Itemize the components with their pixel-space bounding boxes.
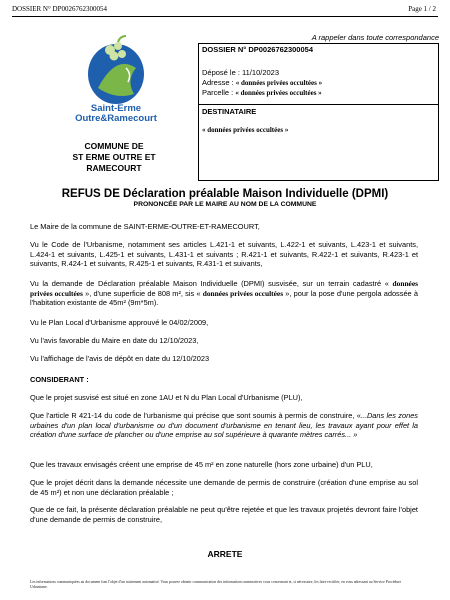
considerant-article: [30, 411, 418, 440]
adresse-value: « données privées occultées »: [235, 79, 323, 87]
logo-name-line2: Outre&Ramecourt: [75, 113, 157, 124]
adresse-label: Adresse :: [202, 78, 236, 87]
header-page-number: Page 1 / 2: [408, 5, 436, 13]
parcelle-value: « données privées occultées »: [235, 89, 322, 97]
paragraph-maire: Le Maire de la commune de SAINT-ERME-OUTRE-ET-RAMECOURT,: [30, 222, 260, 231]
paragraph-avis-maire: Vu l'avis favorable du Maire en date du 12/10/2023,: [30, 336, 199, 345]
demande-redacted-2: données privées occultées: [202, 288, 284, 298]
demande-text-c: », d'une superficie de 808 m², sis «: [82, 288, 203, 298]
header-dossier-number: DOSSIER N° DP0026762300054: [12, 5, 107, 13]
commune-line2: ST ERME OUTRE ET: [72, 152, 156, 162]
destinataire-value: [202, 125, 288, 134]
box-parcelle: [202, 88, 322, 97]
box-dossier-number: DOSSIER N° DP0026762300054: [202, 45, 313, 54]
considerant-rejet: Que de ce fait, la présente déclaration préalable ne peut qu'être rejetée et que les travaux projetés devront faire l'objet d'une demande de permis de construire,: [30, 505, 418, 524]
paragraph-plu: Vu le Plan Local d'Urbanisme approuvé le 04/02/2009,: [30, 318, 209, 327]
article-quote: Dans les zones urbaines d'un plan local d'urbanisme ou d'un document d'urbanisme en tenant lieu, les travaux ayant pour effet la création d'une surface de plancher ou d'une emprise au sol supérieure à quarante mètres carrés... »: [30, 411, 418, 440]
header-divider: [12, 16, 438, 17]
paragraph-code-urbanisme: Vu le Code de l'Urbanisme, notamment ses articles L.421-1 et suivants, L.422-1 et suivants, L.423-1 et suivants, L.424-1 et suivants, L.425-1 et suivants, L.431-1 et suivants ; R.421-1 et suivants, R.422-1 et suivants, R.423-1 et suivants, R.424-1 et suivants, R.425-1 et suivants, R.431-1 et suivants,: [30, 240, 418, 269]
parcelle-label: Parcelle :: [202, 88, 236, 97]
article-text: Que l'article R 421-14 du code de l'urbanisme qui précise que sont soumis à permis de construire, «...: [30, 411, 367, 420]
box-adresse: [202, 78, 322, 87]
footer-notice: Les informations communiquées au document font l'objet d'un traitement automatisé. Vous pouvez obtenir communication des informations nominatives vous concernant et, si nécessaire, les faire rectifier, en vous adressant au Service Procédure Urbanisme.: [30, 580, 402, 589]
destinataire-label: DESTINATAIRE: [202, 107, 257, 116]
paragraph-affichage: Vu l'affichage de l'avis de dépôt en date du 12/10/2023: [30, 354, 210, 363]
demande-redacted-1: données privées occultées: [30, 279, 418, 298]
destinataire-value-text: « données privées occultées »: [202, 126, 289, 134]
demande-text-e: », pour la pose d'une pergola adossée à l'habitation existante de 45m² (9m*5m).: [30, 288, 418, 308]
demande-text-a: Vu la demande de Déclaration préalable Maison Individuelle (DPMI) susvisée, sur un terrain cadastré «: [30, 279, 393, 288]
arrete-heading: ARRETE: [207, 549, 243, 559]
logo-name-line1: Saint-Erme: [90, 103, 142, 114]
considerant-emprise: Que les travaux envisagés créent une emprise de 45 m² en zone naturelle (hors zone urbaine) d'un PLU,: [30, 460, 373, 469]
document-subtitle: PRONONCÉE PAR LE MAIRE AU NOM DE LA COMMUNE: [133, 201, 317, 208]
box-depose-date: Déposé le : 11/10/2023: [202, 68, 280, 77]
considerant-heading: CONSIDERANT :: [30, 375, 89, 384]
commune-line3: RAMECOURT: [86, 163, 142, 173]
dossier-info-box: [198, 43, 439, 105]
commune-name: [54, 141, 174, 174]
paragraph-demande: [30, 279, 418, 308]
considerant-zone: Que le projet susvisé est situé en zone 1AU et N du Plan Local d'Urbanisme (PLU),: [30, 393, 303, 402]
considerant-permis: Que le projet décrit dans la demande nécessite une demande de permis de construire (création d'une emprise au sol de 45 m²) et non une déclaration préalable ;: [30, 478, 418, 497]
document-title: REFUS DE Déclaration préalable Maison Individuelle (DPMI): [61, 188, 389, 200]
correspondence-note: A rappeler dans toute correspondance: [311, 33, 439, 42]
destinataire-box: [198, 105, 439, 181]
commune-line1: COMMUNE DE: [84, 141, 144, 151]
